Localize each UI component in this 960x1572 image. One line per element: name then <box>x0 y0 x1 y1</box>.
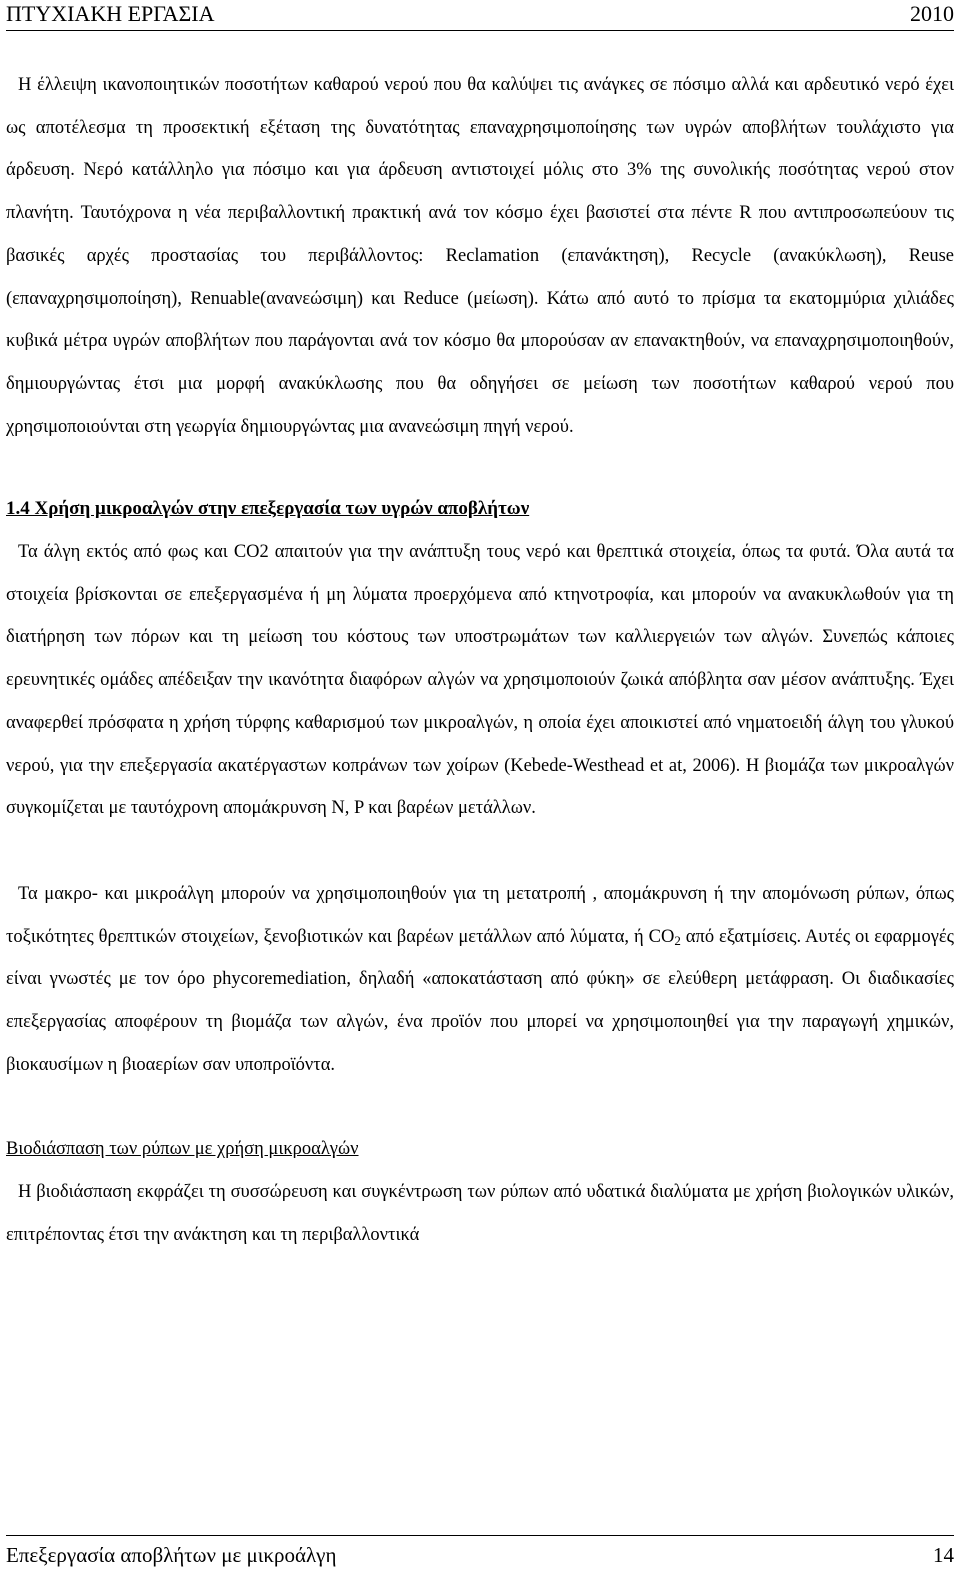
footer-title: Επεξεργασία αποβλήτων με μικροάλγη <box>6 1543 337 1567</box>
paragraph-biodegradation: Η βιοδιάσπαση εκφράζει τη συσσώρευση και συγκέντρωση των ρύπων από υδατικά διαλύματα με χρήση βιολογικών υλικών, επιτρέποντας έτσι την ανάκτηση και τη περιβαλλοντικά <box>6 1182 954 1245</box>
page-footer <box>6 1535 954 1572</box>
header-year: 2010 <box>910 1 954 26</box>
phyco-text-before: Τα μακρο- και μικροάλγη μπορούν να χρησιμοποιηθούν για τη μετατροπή , απομάκρυνση ή την απομόνωση ρύπων, όπως τοξικότητες θρεπτικών στοιχείων, ξενοβιοτικών και βαρέων μετάλλων από λύματα, ή CO <box>6 883 954 947</box>
paragraph-water-reuse: Η έλλειψη ικανοποιητικών ποσοτήτων καθαρού νερού που θα καλύψει τις ανάγκες σε πόσιμο αλλά και αρδευτικό νερό έχει ως αποτέλεσμα τη προσεκτική εξέταση της δυνατότητας επαναχρησιμοποίησης των υγρών αποβλήτων τουλάχιστο για άρδευση. Νερό κατάλληλο για πόσιμο και για άρδευση αντιστοιχεί μόλις στο 3% της συνολικής ποσότητας νερού στον πλανήτη. Ταυτόχρονα η νέα περιβαλλοντική πρακτική ανά τον κόσμο έχει βασιστεί στα πέντε R που αντιπροσωπεύουν τις βασικές αρχές προστασίας του περιβάλλοντος: Reclamation (επανάκτηση), Recycle (ανακύκλωση), Reuse (επαναχρησιμοποίηση), Renuable(ανανεώσιμη) και Reduce (μείωση). Κάτω από αυτό το πρίσμα τα εκατομμύρια χιλιάδες κυβικά μέτρα υγρών αποβλήτων που παράγονται ανά τον κόσμο θα μπορούσαν αν επανακτηθούν, να επαναχρησιμοποιηθούν, δημιουργώντας έτσι μια μορφή ανακύκλωσης που θα οδηγήσει σε μείωση των ποσοτήτων καθαρού νερού που χρησιμοποιούνται στη γεωργία δημιουργώντας μια ανανεώσιμη πηγή νερού. <box>6 75 954 437</box>
paragraph-microalgae-nutrients: Τα άλγη εκτός από φως και CO2 απαιτούν για την ανάπτυξη τους νερό και θρεπτικά στοιχεία, όπως τα φυτά. Όλα αυτά τα στοιχεία βρίσκονται σε επεξεργασμένα ή μη λύματα προερχόμενα από κτηνοτροφία, και μπορούν να ανακυκλωθούν για τη διατήρηση των πόρων και τη μείωση του κόστους των υποστρωμάτων των καλλιεργειών των αλγών. Συνεπώς κάποιες ερευνητικές ομάδες απέδειξαν την ικανότητα διαφόρων αλγών να χρησιμοποιούν ζωικά απόβλητα σαν μέσον ανάπτυξης. Έχει αναφερθεί πρόσφατα η χρήση τύρφης καθαρισμού των μικροαλγών, η οποία έχει αποικιστεί από νηματοειδή άλγη του γλυκού νερού, για την επεξεργασία ακατέργαστων κοπράνων των χοίρων (Kebede-Westhead et at, 2006). Η βιομάζα των μικροαλγών συγκομίζεται με ταυτόχρονη απομάκρυνση N, P και βαρέων μετάλλων. <box>6 542 954 819</box>
section-heading: 1.4 Χρήση μικροαλγών στην επεξεργασία των υγρών αποβλήτων <box>6 498 530 520</box>
page-header <box>6 0 954 31</box>
header-title: ΠΤΥΧΙΑΚΗ ΕΡΓΑΣΙΑ <box>6 1 215 26</box>
co2-subscript: 2 <box>674 932 681 948</box>
subheading-biodegradation: Βιοδιάσπαση των ρύπων με χρήση μικροαλγών <box>6 1139 359 1160</box>
document-body <box>6 64 954 1257</box>
page-number: 14 <box>933 1543 954 1567</box>
paragraph-phycoremediation <box>6 873 954 1087</box>
phyco-text-after: από εξατμίσεις. Αυτές οι εφαρμογές είναι γνωστές με τον όρο phycoremediation, δηλαδή «αποκατάσταση από φύκη» σε ελεύθερη μετάφραση. Οι διαδικασίες επεξεργασίας αποφέρουν τη βιομάζα των αλγών, ένα προϊόν που μπορεί να χρησιμοποιηθεί για την παραγωγή χημικών, βιοκαυσίμων η βιοαερίων σαν υποπροϊόντα. <box>6 926 954 1075</box>
